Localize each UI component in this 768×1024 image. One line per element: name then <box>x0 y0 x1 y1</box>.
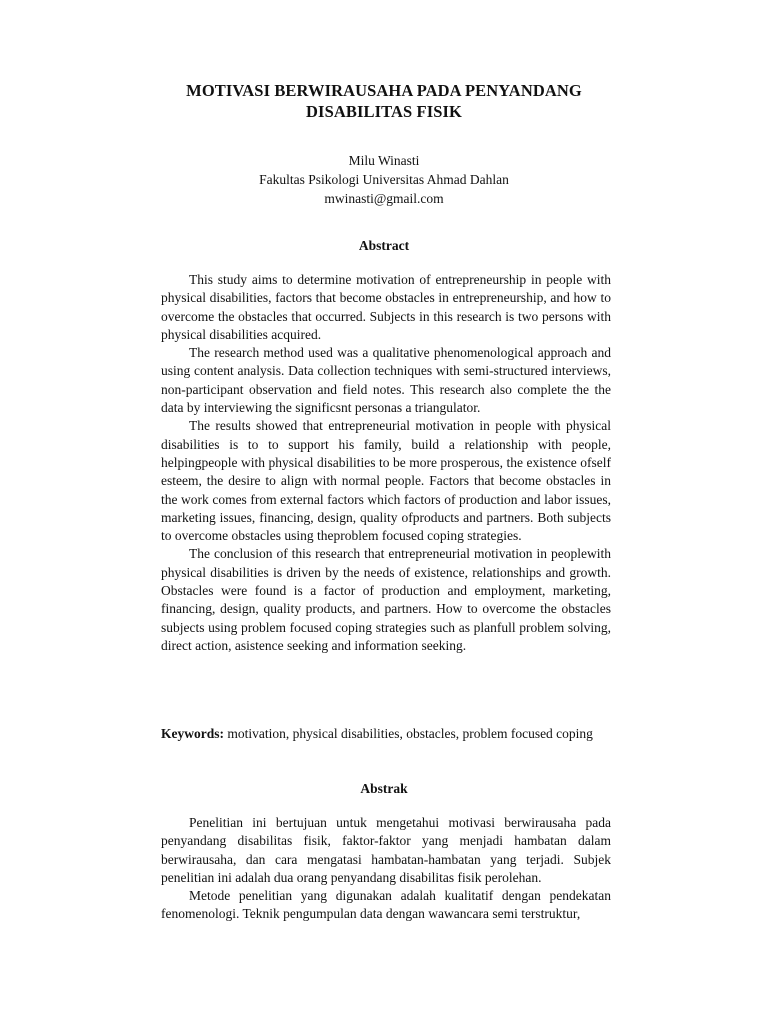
abstract-heading: Abstract <box>358 238 410 253</box>
abstract-paragraph: The conclusion of this research that entrepreneurial motivation in peoplewith physical disabilities is driven by the needs of existence, relationships and growth. Obstacles were found is a factor of production and employment, marketing, financing, design, quality products, and partners. How to overcome the obstacles subjects using problem focused coping strategies such as planfull problem solving, direct action, asistence seeking and information seeking. <box>161 546 611 653</box>
abstrak-paragraph: Penelitian ini bertujuan untuk mengetahui motivasi berwirausaha pada penyandang disabilitas fisik, faktor-faktor yang menjadi hambatan dalam berwirausaha, dan cara mengatasi hambatan-hambatan yang terjadi. Subjek penelitian ini adalah dua orang penyandang disabilitas fisik perolehan. <box>161 815 611 885</box>
keywords-label: Keywords: <box>161 726 224 741</box>
author-name: Milu Winasti <box>348 153 420 168</box>
author-block <box>150 151 618 208</box>
abstract-body <box>161 271 611 655</box>
title-line-1: MOTIVASI BERWIRAUSAHA PADA PENYANDANG <box>186 81 582 100</box>
abstrak-heading: Abstrak <box>360 781 408 796</box>
abstrak-paragraph: Metode penelitian yang digunakan adalah kualitatif dengan pendekatan fenomenologi. Teknik pengumpulan data dengan wawancara semi terstruktur, <box>161 888 611 922</box>
abstract-paragraph: The results showed that entrepreneurial motivation in people with physical disabilities is to to support his family, build a relationship with people, helpingpeople with physical disabilities to be more prosperous, the existence ofself esteem, the desire to align with normal people. Factors that become obstacles in the work comes from external factors which factors of production and labor issues, marketing issues, financing, design, quality ofproducts and partners. Both subjects to overcome obstacles using theproblem focused coping strategies. <box>161 418 611 544</box>
keywords-text: motivation, physical disabilities, obstacles, problem focused coping <box>224 726 593 741</box>
abstract-paragraph: This study aims to determine motivation of entrepreneurship in people with physical disabilities, factors that become obstacles in entrepreneurship, and how to overcome the obstacles that occurred. Subjects in this research is two persons with physical disabilities acquired. <box>161 272 611 342</box>
title-line-2: DISABILITAS FISIK <box>306 102 462 121</box>
abstract-paragraph: The research method used was a qualitative phenomenological approach and using content analysis. Data collection techniques with semi-structured interviews, non-participant observation and field notes. This research also complete the the data by interviewing the significsnt personas a triangulator. <box>161 345 611 416</box>
author-email: mwinasti@gmail.com <box>324 191 444 206</box>
paper-title <box>150 80 618 122</box>
keywords-line <box>161 725 631 743</box>
abstrak-body <box>161 814 611 924</box>
author-affiliation: Fakultas Psikologi Universitas Ahmad Dahlan <box>259 172 509 187</box>
